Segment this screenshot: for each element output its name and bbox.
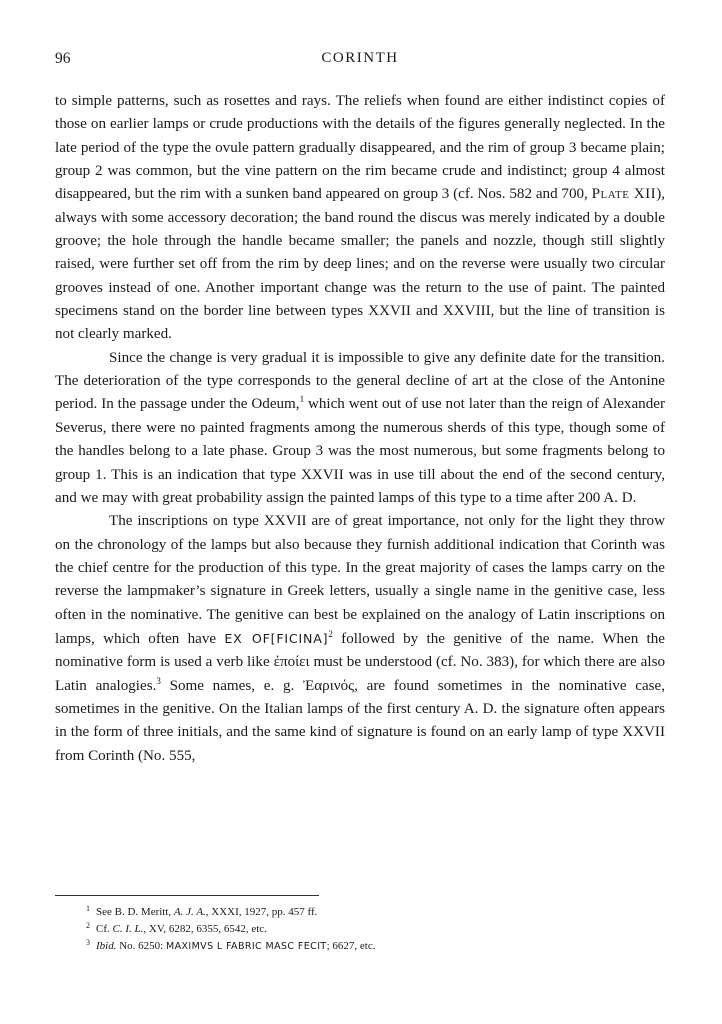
running-title: CORINTH: [321, 50, 399, 66]
footnote-ref-1: 1: [299, 394, 305, 405]
footnote-divider: [55, 895, 319, 896]
paragraph-2-text-b: which went out of use not later than the reign of Alexander Severus, there were no painted fragments among the numerous sherds of this type, though some of the handles belong to a late phase. Group 3 was the most numerous, but some fragments belong to group 1. This is an indication that type XXVII was in use till about the end of the second century, and we may with great probability assign the painted lamps of this type to a time after 200 A. D.: [55, 396, 665, 506]
footnote-1-mark: 1: [86, 904, 90, 913]
footnote-3-number: No. 6250:: [116, 940, 166, 952]
body-text: [55, 90, 665, 768]
page-header: [55, 50, 665, 72]
footnote-2: [86, 921, 646, 938]
footnote-3-ibid: Ibid.: [96, 940, 117, 952]
paragraph-3-text-a: The inscriptions on type XXVII are of great importance, not only for the light they throw on the chronology of the lamps but also because they furnish additional indication that Corinth was the chief centre for the production of this type. In the great majority of cases the lamps carry on the reverse the lampmaker’s signature in Greek letters, usually a single name in the genitive case, less often in the nominative. The genitive can best be explained on the analogy of Latin inscriptions on lamps, which often have: [55, 513, 665, 647]
page-number: 96: [55, 50, 71, 67]
paragraph-2-text-a: Since the change is very gradual it is impossible to give any definite date for the transition. The deterioration of the type corresponds to the general decline of art at the close of the Antonine period. In the passage under the Odeum,: [55, 349, 665, 413]
footnote-2-corpus: C. I. L.: [112, 923, 144, 935]
paragraph-3-text-c: Some names, e. g. Ἐαρινός, are found sometimes in the nominative case, sometimes in the genitive. On the Italian lamps of the first century A. D. the signature often appears in the form of three initials, and the same kind of signature is found on an early lamp of type XXVII from Corinth (No. 555,: [55, 677, 665, 764]
footnote-ref-3: 3: [156, 675, 161, 686]
footnote-3-mark: 3: [86, 938, 90, 947]
footnote-3: [86, 938, 646, 955]
footnote-ref-2: 2: [328, 628, 333, 639]
footnote-2-text: Cf.: [96, 923, 113, 935]
footnote-1-text: See B. D. Meritt,: [96, 906, 174, 918]
paragraph-1: [55, 90, 665, 347]
paragraph-1-text-b: ), always with some accessory decoration; the band round the discus was merely indicated by a double groove; the hole through the handle became smaller; the panels and nozzle, though still slightly raised, were further set off from the rim by deep lines; and on the reverse were usually two circular grooves instead of one. Another important change was the return to the use of paint. The painted specimens stand on the border line between types XXVII and XXVIII, but the line of transition is not clearly marked.: [55, 186, 665, 343]
paragraph-3: [55, 510, 665, 768]
footnotes: [86, 904, 646, 955]
footnote-2-citation: , XV, 6282, 6355, 6542, etc.: [143, 923, 267, 935]
footnote-3-citation: ; 6627, etc.: [326, 940, 376, 952]
footnote-1-citation: , XXXI, 1927, pp. 457 ff.: [205, 906, 318, 918]
footnote-2-mark: 2: [86, 921, 90, 930]
footnote-1: [86, 904, 646, 921]
paragraph-3-text-b: followed by the genitive of the name. When the nominative form is used a verb like ἐποίει must be understood (cf. No. 383), for which there are also Latin analogies.: [55, 630, 665, 694]
paragraph-1-text-a: to simple patterns, such as rosettes and rays. The reliefs when found are either indistinct copies of those on earlier lamps or crude productions with the details of the figures generally neglected. In the late period of the type the ovule pattern gradually disappeared, and the rim of group 3 became plain; group 2 was common, but the vine pattern on the rim became crude and indistinct; group 4 almost disappeared, but the rim with a sunken band appeared on group 3 (cf. Nos. 582 and 700,: [55, 93, 665, 203]
footnote-1-journal: A. J. A.: [173, 906, 206, 918]
footnote-3-inscription: MAXIMVS L FABRIC MASC FECIT: [165, 941, 327, 952]
paragraph-2: [55, 347, 665, 510]
latin-inscription: EX OF[FICINA]: [224, 630, 329, 646]
plate-reference: Plate XII: [591, 186, 657, 203]
